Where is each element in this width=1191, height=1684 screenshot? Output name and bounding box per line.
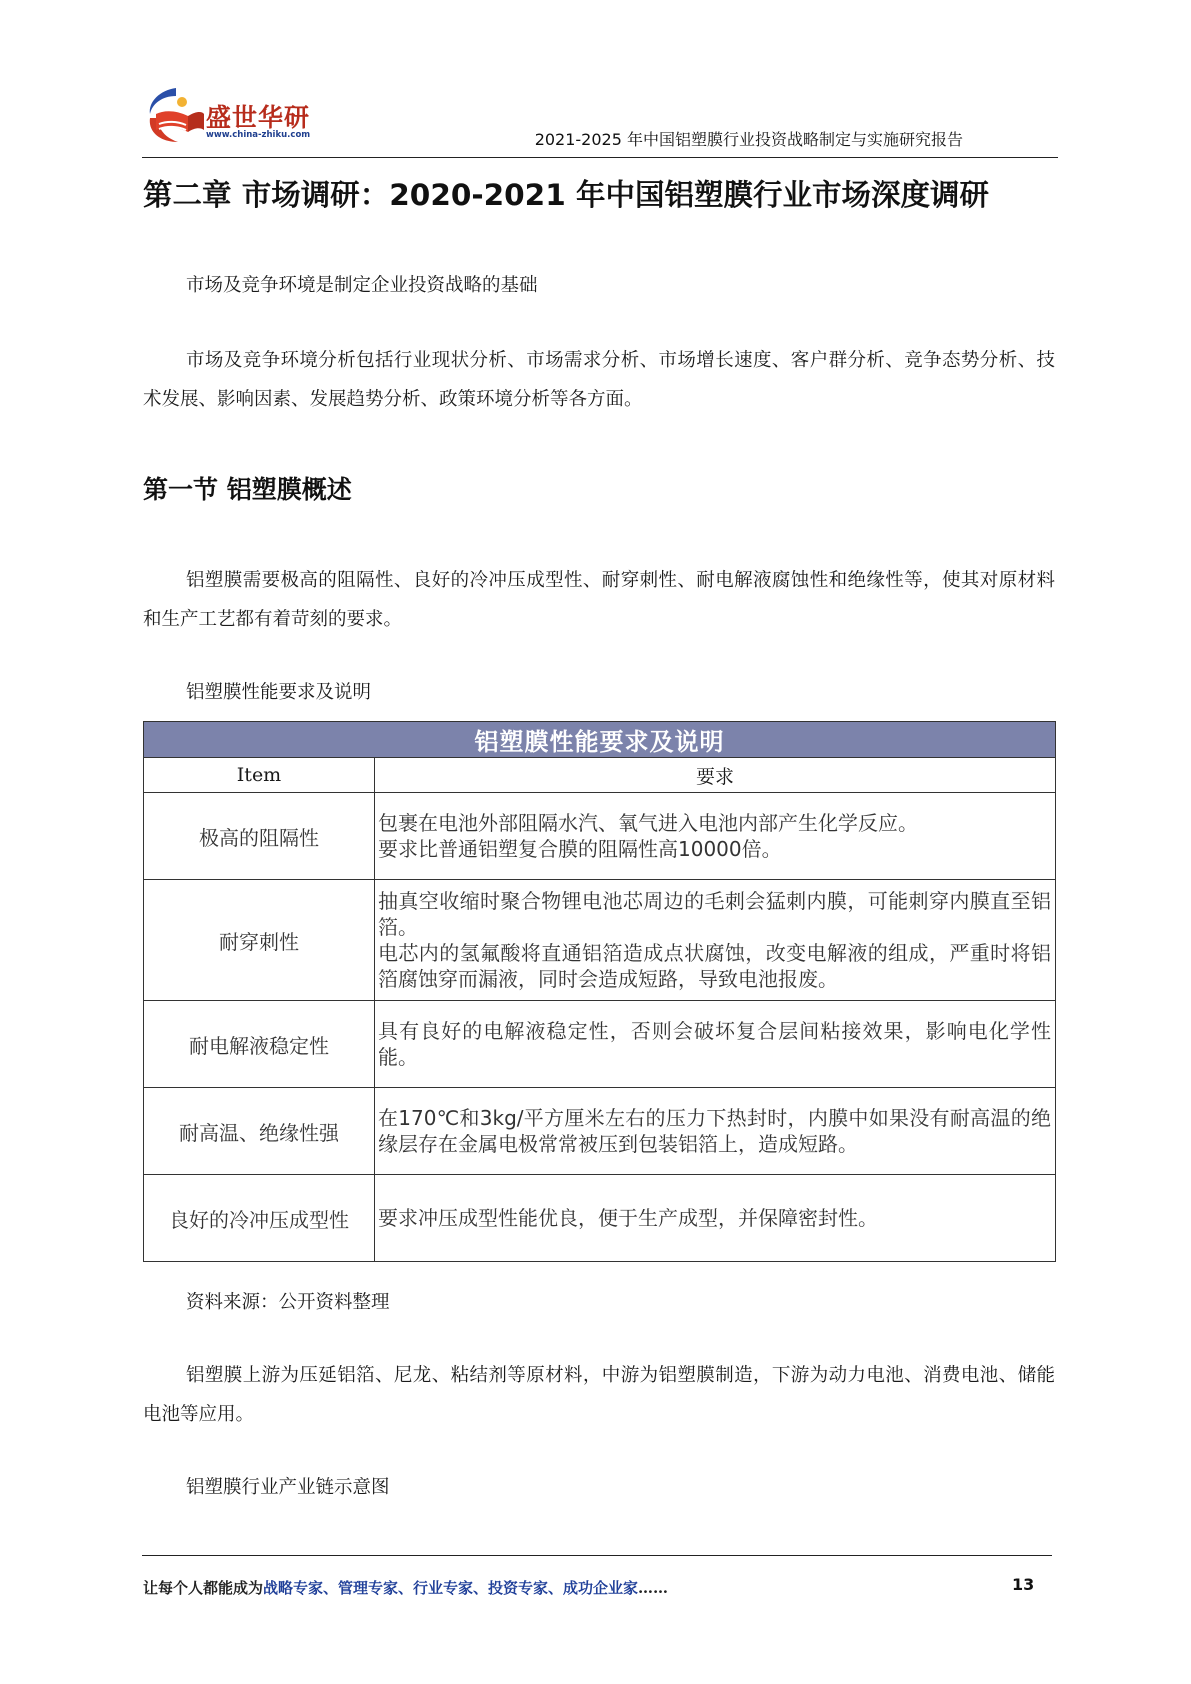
logo-url: www.china-zhiku.com xyxy=(206,130,311,140)
row-item: 良好的冷冲压成型性 xyxy=(144,1175,375,1262)
table-row xyxy=(144,1175,1056,1262)
table-caption: 铝塑膜性能要求及说明 xyxy=(144,722,1056,758)
row-item: 极高的阻隔性 xyxy=(144,793,375,880)
row-item: 耐穿刺性 xyxy=(144,880,375,1001)
row-requirement xyxy=(375,1175,1056,1262)
slogan-suffix: …… xyxy=(638,1579,669,1597)
table-row xyxy=(144,880,1056,1001)
report-title: 2021-2025 年中国铝塑膜行业投资战略制定与实施研究报告 xyxy=(534,130,963,149)
footer-divider xyxy=(142,1555,1052,1556)
table-row xyxy=(144,1001,1056,1088)
footer-slogan xyxy=(143,1577,668,1598)
requirement-line: 具有良好的电解液稳定性，否则会破坏复合层间粘接效果，影响电化学性能。 xyxy=(378,1019,1051,1069)
row-item: 耐高温、绝缘性强 xyxy=(144,1088,375,1175)
source-note: 资料来源：公开资料整理 xyxy=(186,1292,390,1313)
requirement-line: 抽真空收缩时聚合物锂电池芯周边的毛刺会猛刺内膜，可能刺穿内膜直至铝箔。 xyxy=(378,889,1051,939)
requirement-line: 包裹在电池外部阻隔水汽、氧气进入电池内部产生化学反应。 xyxy=(378,811,918,835)
requirement-line: 电芯内的氢氟酸将直通铝箔造成点状腐蚀，改变电解液的组成，严重时将铝箔腐蚀穿而漏液，同时会造成短路，导致电池报废。 xyxy=(378,941,1051,991)
chain-diagram-title: 铝塑膜行业产业链示意图 xyxy=(186,1477,390,1498)
requirement-line: 要求冲压成型性能优良，便于生产成型，并保障密封性。 xyxy=(378,1206,878,1230)
chapter-title: 第二章 市场调研：2020-2021 年中国铝塑膜行业市场深度调研 xyxy=(143,178,989,212)
table-header-requirement: 要求 xyxy=(375,758,1056,793)
row-requirement xyxy=(375,793,1056,880)
row-requirement xyxy=(375,1001,1056,1088)
logo-name: 盛世华研 xyxy=(206,103,311,132)
paragraph-6: 铝塑膜上游为压延铝箔、尼龙、粘结剂等原材料，中游为铝塑膜制造，下游为动力电池、消费电池、储能电池等应用。 xyxy=(143,1365,1055,1425)
row-requirement xyxy=(375,880,1056,1001)
requirement-line: 在170℃和3kg/平方厘米左右的压力下热封时，内膜中如果没有耐高温的绝缘层存在金属电极常常被压到包装铝箔上，造成短路。 xyxy=(378,1106,1051,1156)
slogan-prefix: 让每个人都能成为 xyxy=(143,1579,264,1597)
row-requirement xyxy=(375,1088,1056,1175)
table-row xyxy=(144,793,1056,880)
page-number: 13 xyxy=(1012,1575,1035,1594)
table-title: 铝塑膜性能要求及说明 xyxy=(186,682,372,703)
section-title: 第一节 铝塑膜概述 xyxy=(143,475,352,504)
paragraph-3: 铝塑膜需要极高的阻隔性、良好的冷冲压成型性、耐穿刺性、耐电解液腐蚀性和绝缘性等，使其对原材料和生产工艺都有着苛刻的要求。 xyxy=(143,570,1055,630)
header-divider xyxy=(142,157,1058,158)
table-header-item: Item xyxy=(144,758,375,793)
performance-table xyxy=(143,721,1056,1262)
row-item: 耐电解液稳定性 xyxy=(144,1001,375,1088)
paragraph-1: 市场及竞争环境是制定企业投资战略的基础 xyxy=(186,275,538,296)
requirement-line: 要求比普通铝塑复合膜的阻隔性高10000倍。 xyxy=(378,837,782,861)
table-row xyxy=(144,1088,1056,1175)
slogan-highlight: 战略专家、管理专家、行业专家、投资专家、成功企业家 xyxy=(263,1579,639,1597)
paragraph-2: 市场及竞争环境分析包括行业现状分析、市场需求分析、市场增长速度、客户群分析、竞争态势分析、技术发展、影响因素、发展趋势分析、政策环境分析等各方面。 xyxy=(143,350,1055,410)
